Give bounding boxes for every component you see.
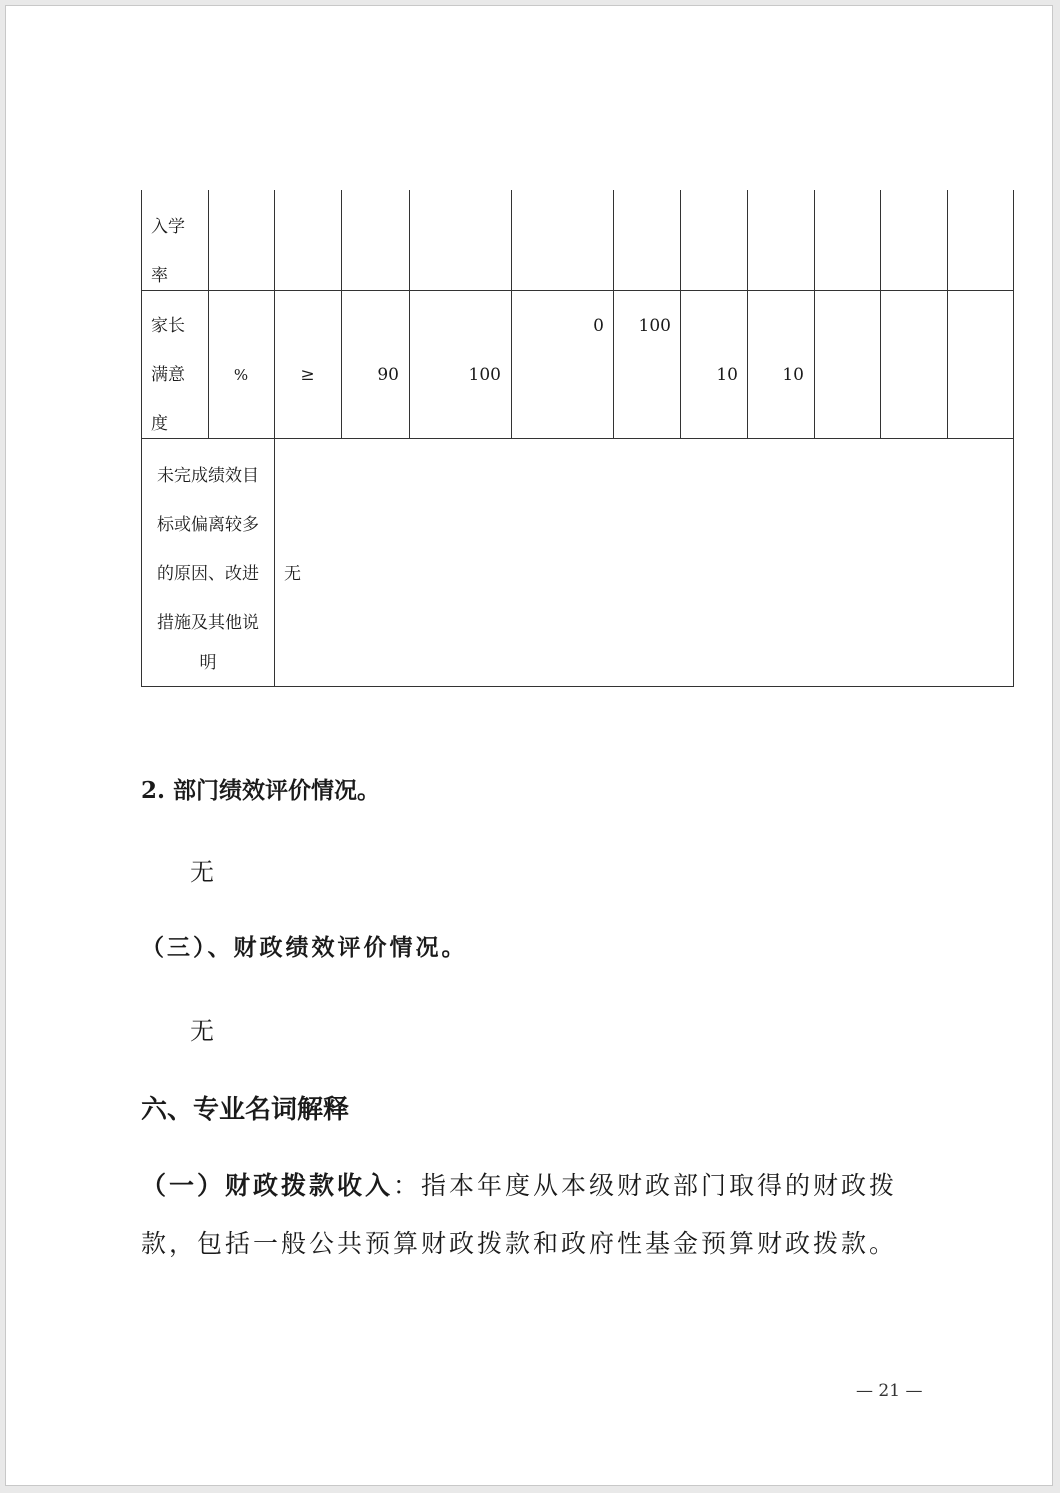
table-bottom-border (141, 686, 1014, 687)
section-2-heading: 2. 部门绩效评价情况。 (141, 777, 381, 804)
row-enroll-label-line-2: 率 (151, 266, 168, 286)
satisfaction-weight: 10 (716, 365, 738, 385)
satisfaction-score: 10 (782, 365, 804, 385)
table-col-divider (274, 190, 275, 686)
section-6-heading: 六、专业名词解释 (141, 1095, 350, 1125)
row-enroll-label-line-1: 入学 (151, 217, 185, 237)
note-content: 无 (284, 564, 301, 584)
satisfaction-target: 90 (377, 365, 399, 385)
table-col-divider (814, 190, 815, 438)
satisfaction-operator: ≥ (300, 365, 315, 385)
note-label-line-1: 未完成绩效目 (157, 466, 259, 486)
section-2-body: 无 (190, 858, 214, 886)
table-col-divider (880, 190, 881, 438)
table-col-divider (680, 190, 681, 438)
performance-table (141, 190, 1014, 686)
section-3-body: 无 (190, 1017, 214, 1045)
note-label-line-5: 明 (199, 653, 217, 673)
page-number: — 21 — (856, 1381, 923, 1401)
table-row-divider (141, 290, 1014, 291)
table-col-divider (747, 190, 748, 438)
note-label-line-4: 措施及其他说 (157, 613, 259, 633)
table-col-divider (208, 190, 209, 438)
table-col-divider (341, 190, 342, 438)
table-left-border (141, 190, 142, 686)
table-right-border (1013, 190, 1014, 686)
row-satisfaction-label-line-1: 家长 (151, 316, 185, 336)
note-label-line-2: 标或偏离较多 (157, 515, 259, 535)
definition-1-text-line-2: 款，包括一般公共预算财政拨款和政府性基金预算财政拨款。 (141, 1229, 898, 1258)
definition-1-colon: ： (393, 1171, 422, 1200)
table-row-divider (141, 438, 1014, 439)
definition-1-term: （一）财政拨款收入 (141, 1171, 394, 1200)
definition-1-line-1 (141, 1166, 897, 1202)
satisfaction-value-a: 0 (593, 316, 604, 336)
satisfaction-actual: 100 (468, 365, 501, 385)
table-col-divider (947, 190, 948, 438)
note-label-line-3: 的原因、改进 (157, 564, 259, 584)
satisfaction-unit: % (233, 366, 249, 384)
definition-1-text-line-1: 指本年度从本级财政部门取得的财政拨 (421, 1171, 898, 1200)
row-satisfaction-label-line-2: 满意 (151, 365, 185, 385)
satisfaction-value-b: 100 (638, 316, 671, 336)
row-satisfaction-label-line-3: 度 (151, 414, 168, 434)
table-col-divider (409, 190, 410, 438)
section-3-heading: （三）、财政绩效评价情况。 (141, 934, 468, 961)
